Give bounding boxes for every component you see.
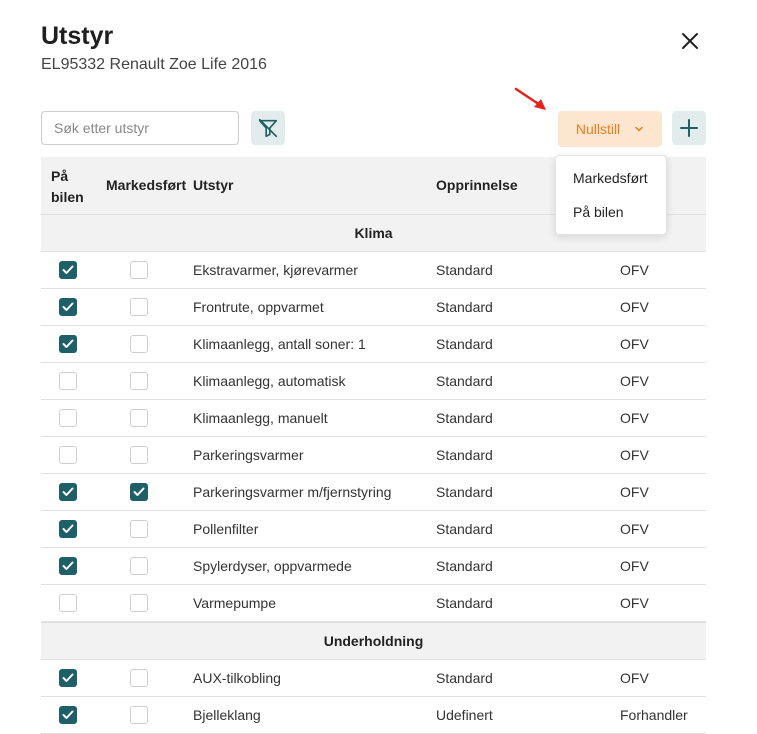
marketed-checkbox[interactable] [130, 557, 148, 575]
origin-value: Standard [436, 373, 493, 389]
reset-button[interactable] [558, 111, 662, 147]
origin-value: Standard [436, 670, 493, 686]
column-equipment[interactable]: Utstyr [193, 177, 234, 193]
equipment-table [41, 157, 706, 734]
plus-icon [680, 119, 698, 137]
table-row [41, 660, 706, 697]
menu-item-on-car[interactable]: På bilen [573, 204, 624, 220]
clear-filter-button[interactable] [251, 111, 285, 145]
equipment-name: AUX-tilkobling [193, 670, 281, 686]
reset-dropdown-menu [555, 155, 667, 235]
source-value: OFV [620, 595, 649, 611]
equipment-name: Parkeringsvarmer m/fjernstyring [193, 484, 392, 500]
equipment-name: Bjelleklang [193, 707, 261, 723]
page-title: Utstyr [41, 22, 114, 50]
origin-value: Standard [436, 447, 493, 463]
origin-value: Standard [436, 558, 493, 574]
source-value: OFV [620, 670, 649, 686]
on-car-checkbox[interactable] [59, 261, 77, 279]
column-on-car-line1: På [51, 168, 69, 184]
column-marketed[interactable]: Markedsført [106, 177, 187, 193]
table-body [41, 214, 706, 734]
source-value: OFV [620, 299, 649, 315]
marketed-checkbox[interactable] [130, 669, 148, 687]
table-row [41, 548, 706, 585]
origin-value: Standard [436, 262, 493, 278]
marketed-checkbox[interactable] [130, 520, 148, 538]
marketed-checkbox[interactable] [130, 409, 148, 427]
marketed-checkbox[interactable] [130, 372, 148, 390]
search-input[interactable] [41, 111, 239, 145]
table-row [41, 326, 706, 363]
equipment-name: Klimaanlegg, automatisk [193, 373, 346, 389]
filter-off-icon [257, 117, 279, 139]
add-equipment-button[interactable] [672, 111, 706, 145]
equipment-name: Pollenfilter [193, 521, 259, 537]
column-on-car[interactable] [51, 166, 84, 208]
menu-item-marketed[interactable]: Markedsført [573, 170, 648, 186]
origin-value: Standard [436, 299, 493, 315]
source-value: OFV [620, 336, 649, 352]
source-value: OFV [620, 558, 649, 574]
marketed-checkbox[interactable] [130, 706, 148, 724]
table-row [41, 697, 706, 734]
marketed-checkbox[interactable] [130, 261, 148, 279]
column-origin[interactable]: Opprinnelse [436, 177, 518, 193]
table-row [41, 363, 706, 400]
table-row [41, 437, 706, 474]
marketed-checkbox[interactable] [130, 446, 148, 464]
vehicle-subtitle: EL95332 Renault Zoe Life 2016 [41, 56, 267, 73]
on-car-checkbox[interactable] [59, 372, 77, 390]
source-value: OFV [620, 410, 649, 426]
origin-value: Standard [436, 484, 493, 500]
source-value: Forhandler [620, 707, 688, 723]
on-car-checkbox[interactable] [59, 483, 77, 501]
source-value: OFV [620, 373, 649, 389]
origin-value: Standard [436, 595, 493, 611]
source-value: OFV [620, 484, 649, 500]
marketed-checkbox[interactable] [130, 594, 148, 612]
group-header: Klima [41, 214, 706, 252]
marketed-checkbox[interactable] [130, 298, 148, 316]
marketed-checkbox[interactable] [130, 483, 148, 501]
table-row [41, 474, 706, 511]
on-car-checkbox[interactable] [59, 409, 77, 427]
equipment-name: Varmepumpe [193, 595, 277, 611]
on-car-checkbox[interactable] [59, 520, 77, 538]
table-row [41, 289, 706, 326]
on-car-checkbox[interactable] [59, 706, 77, 724]
table-row [41, 252, 706, 289]
chevron-down-icon [634, 124, 644, 134]
reset-button-label: Nullstill [575, 121, 621, 137]
source-value: OFV [620, 262, 649, 278]
on-car-checkbox[interactable] [59, 298, 77, 316]
origin-value: Udefinert [436, 707, 493, 723]
source-value: OFV [620, 447, 649, 463]
equipment-name: Frontrute, oppvarmet [193, 299, 324, 315]
table-row [41, 585, 706, 622]
group-header: Underholdning [41, 622, 706, 660]
origin-value: Standard [436, 521, 493, 537]
table-row [41, 400, 706, 437]
on-car-checkbox[interactable] [59, 669, 77, 687]
equipment-name: Parkeringsvarmer [193, 447, 304, 463]
annotation-arrow-icon [512, 85, 552, 115]
equipment-name: Ekstravarmer, kjørevarmer [193, 262, 358, 278]
source-value: OFV [620, 521, 649, 537]
equipment-name: Klimaanlegg, antall soner: 1 [193, 336, 366, 352]
close-icon[interactable] [678, 29, 702, 53]
origin-value: Standard [436, 410, 493, 426]
marketed-checkbox[interactable] [130, 335, 148, 353]
on-car-checkbox[interactable] [59, 594, 77, 612]
origin-value: Standard [436, 336, 493, 352]
on-car-checkbox[interactable] [59, 557, 77, 575]
column-on-car-line2: bilen [51, 189, 84, 205]
on-car-checkbox[interactable] [59, 446, 77, 464]
table-row [41, 511, 706, 548]
equipment-name: Spylerdyser, oppvarmede [193, 558, 352, 574]
equipment-name: Klimaanlegg, manuelt [193, 410, 328, 426]
on-car-checkbox[interactable] [59, 335, 77, 353]
